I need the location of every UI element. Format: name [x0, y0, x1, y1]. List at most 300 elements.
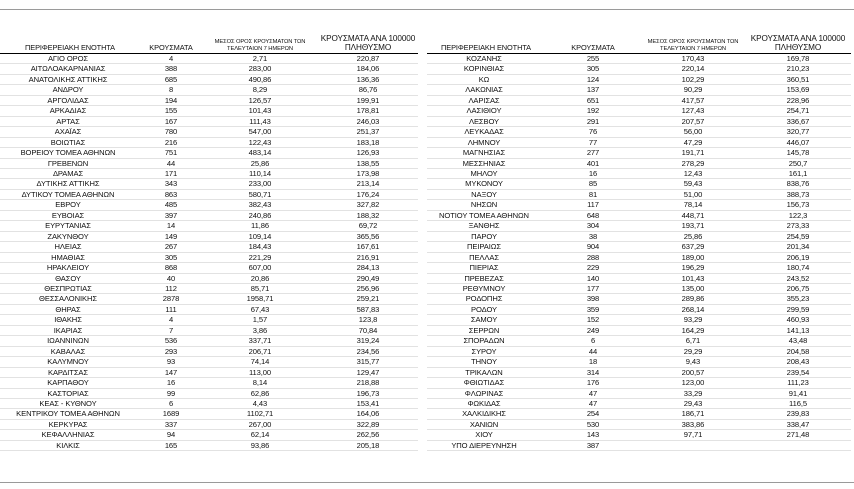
region-cell: ΚΕΦΑΛΛΗΝΙΑΣ [0, 430, 140, 440]
avg-7-days-cell: 383,86 [641, 419, 745, 429]
per-100k-cell: 220,87 [318, 54, 418, 64]
per-100k-cell: 70,84 [318, 325, 418, 335]
per-100k-cell: 136,36 [318, 74, 418, 84]
table-row [427, 263, 851, 273]
cases-cell: 16 [140, 378, 202, 388]
table-row [427, 127, 851, 137]
table-header-row [0, 26, 418, 54]
table-row [0, 231, 418, 241]
table-row [427, 283, 851, 293]
cases-cell: 229 [545, 263, 641, 273]
region-cell: ΑΡΓΟΛΙΔΑΣ [0, 95, 140, 105]
avg-7-days-cell: 382,43 [202, 200, 318, 210]
cases-cell: 304 [545, 221, 641, 231]
cases-cell: 81 [545, 189, 641, 199]
table-row [427, 325, 851, 335]
per-100k-cell: 208,43 [745, 357, 851, 367]
table-row [427, 74, 851, 84]
avg-7-days-cell: 111,43 [202, 116, 318, 126]
table-row [0, 409, 418, 419]
table-row [0, 346, 418, 356]
cases-cell: 293 [140, 346, 202, 356]
region-cell: ΑΓΙΟ ΟΡΟΣ [0, 54, 140, 64]
cases-cell: 401 [545, 158, 641, 168]
cases-cell: 77 [545, 137, 641, 147]
per-100k-cell: 156,73 [745, 200, 851, 210]
table-row [0, 398, 418, 408]
per-100k-cell: 138,55 [318, 158, 418, 168]
table-row [0, 378, 418, 388]
per-100k-cell: 315,77 [318, 357, 418, 367]
per-100k-cell: 169,78 [745, 54, 851, 64]
region-cell: ΧΑΝΙΩΝ [427, 419, 545, 429]
avg-7-days-cell: 547,00 [202, 127, 318, 137]
region-cell: ΔΥΤΙΚΗΣ ΑΤΤΙΚΗΣ [0, 179, 140, 189]
avg-7-days-cell: 33,29 [641, 388, 745, 398]
per-100k-cell: 360,51 [745, 74, 851, 84]
per-100k-cell: 218,88 [318, 378, 418, 388]
region-cell: ΧΙΟΥ [427, 430, 545, 440]
table-row [0, 294, 418, 304]
cases-cell: 47 [545, 398, 641, 408]
avg-7-days-cell: 56,00 [641, 127, 745, 137]
per-100k-cell: 336,67 [745, 116, 851, 126]
table-row [0, 85, 418, 95]
cases-cell: 192 [545, 106, 641, 116]
avg-7-days-cell: 607,00 [202, 263, 318, 273]
cases-cell: 751 [140, 148, 202, 158]
cases-cell: 16 [545, 168, 641, 178]
cases-table-left [0, 26, 418, 451]
per-100k-cell: 204,58 [745, 346, 851, 356]
header-per-100k: ΚΡΟΥΣΜΑΤΑ ΑΝΑ 100000 ΠΛΗΘΥΣΜΟ [318, 26, 418, 54]
table-row [427, 221, 851, 231]
region-cell: ΠΙΕΡΙΑΣ [427, 263, 545, 273]
per-100k-cell: 259,21 [318, 294, 418, 304]
region-cell: ΘΕΣΠΡΩΤΙΑΣ [0, 283, 140, 293]
per-100k-cell: 250,7 [745, 158, 851, 168]
per-100k-cell: 164,06 [318, 409, 418, 419]
avg-7-days-cell: 47,29 [641, 137, 745, 147]
region-cell: ΤΗΝΟΥ [427, 357, 545, 367]
avg-7-days-cell: 90,29 [641, 85, 745, 95]
cases-cell: 254 [545, 409, 641, 419]
table-row [427, 116, 851, 126]
avg-7-days-cell: 240,86 [202, 210, 318, 220]
per-100k-cell: 365,56 [318, 231, 418, 241]
per-100k-cell: 290,49 [318, 273, 418, 283]
cases-table-right [427, 26, 851, 451]
region-cell: ΣΠΟΡΑΔΩΝ [427, 336, 545, 346]
table-row [0, 325, 418, 335]
region-cell: ΞΑΝΘΗΣ [427, 221, 545, 231]
avg-7-days-cell: 6,71 [641, 336, 745, 346]
cases-cell: 112 [140, 283, 202, 293]
per-100k-cell: 210,23 [745, 64, 851, 74]
region-cell: ΛΑΚΩΝΙΑΣ [427, 85, 545, 95]
avg-7-days-cell: 93,86 [202, 440, 318, 450]
avg-7-days-cell: 109,14 [202, 231, 318, 241]
avg-7-days-cell: 207,57 [641, 116, 745, 126]
cases-cell: 536 [140, 336, 202, 346]
region-cell: ΣΑΜΟΥ [427, 315, 545, 325]
cases-cell: 149 [140, 231, 202, 241]
per-100k-cell: 206,19 [745, 252, 851, 262]
avg-7-days-cell: 189,00 [641, 252, 745, 262]
cases-cell: 485 [140, 200, 202, 210]
per-100k-cell [745, 440, 851, 450]
region-cell: ΜΕΣΣΗΝΙΑΣ [427, 158, 545, 168]
region-cell: ΙΚΑΡΙΑΣ [0, 325, 140, 335]
header-cases: ΚΡΟΥΣΜΑΤΑ [545, 26, 641, 54]
table-header-row [427, 26, 851, 54]
per-100k-cell: 206,75 [745, 283, 851, 293]
per-100k-cell: 299,59 [745, 304, 851, 314]
region-cell: ΡΟΔΟΥ [427, 304, 545, 314]
avg-7-days-cell: 101,43 [641, 273, 745, 283]
avg-7-days-cell: 221,29 [202, 252, 318, 262]
table-row [427, 179, 851, 189]
table-row [427, 231, 851, 241]
avg-7-days-cell: 78,14 [641, 200, 745, 210]
table-row [0, 388, 418, 398]
cases-cell: 143 [545, 430, 641, 440]
cases-cell: 93 [140, 357, 202, 367]
table-row [427, 409, 851, 419]
cases-cell: 267 [140, 242, 202, 252]
cases-cell: 76 [545, 127, 641, 137]
table-row [0, 64, 418, 74]
cases-cell: 85 [545, 179, 641, 189]
cases-cell: 6 [545, 336, 641, 346]
table-row [427, 336, 851, 346]
cases-cell: 167 [140, 116, 202, 126]
cases-cell: 530 [545, 419, 641, 429]
per-100k-cell: 251,37 [318, 127, 418, 137]
table-row [0, 148, 418, 158]
region-cell: ΣΕΡΡΩΝ [427, 325, 545, 335]
per-100k-cell: 239,83 [745, 409, 851, 419]
avg-7-days-cell: 233,00 [202, 179, 318, 189]
table-row [0, 336, 418, 346]
table-row [427, 54, 851, 64]
per-100k-cell: 126,93 [318, 148, 418, 158]
region-cell: ΚΑΡΠΑΘΟΥ [0, 378, 140, 388]
avg-7-days-cell: 191,71 [641, 148, 745, 158]
table-row [0, 116, 418, 126]
table-row [0, 210, 418, 220]
avg-7-days-cell: 97,71 [641, 430, 745, 440]
cases-cell: 194 [140, 95, 202, 105]
table-row [0, 127, 418, 137]
per-100k-cell: 319,24 [318, 336, 418, 346]
avg-7-days-cell: 29,43 [641, 398, 745, 408]
per-100k-cell: 446,07 [745, 137, 851, 147]
table-row [0, 106, 418, 116]
avg-7-days-cell: 8,29 [202, 85, 318, 95]
cases-cell: 137 [545, 85, 641, 95]
avg-7-days-cell: 102,29 [641, 74, 745, 84]
per-100k-cell: 145,78 [745, 148, 851, 158]
per-100k-cell: 256,96 [318, 283, 418, 293]
avg-7-days-cell: 67,43 [202, 304, 318, 314]
region-cell: ΚΟΡΙΝΘΙΑΣ [427, 64, 545, 74]
region-cell: ΘΗΡΑΣ [0, 304, 140, 314]
table-row [0, 54, 418, 64]
avg-7-days-cell: 110,14 [202, 168, 318, 178]
per-100k-cell: 161,1 [745, 168, 851, 178]
avg-7-days-cell: 278,29 [641, 158, 745, 168]
table-row [427, 367, 851, 377]
per-100k-cell: 246,03 [318, 116, 418, 126]
per-100k-cell: 216,91 [318, 252, 418, 262]
avg-7-days-cell: 184,43 [202, 242, 318, 252]
region-cell: ΗΛΕΙΑΣ [0, 242, 140, 252]
per-100k-cell: 69,72 [318, 221, 418, 231]
cases-cell: 177 [545, 283, 641, 293]
avg-7-days-cell: 1958,71 [202, 294, 318, 304]
avg-7-days-cell: 283,00 [202, 64, 318, 74]
cases-cell: 6 [140, 398, 202, 408]
table-row [0, 242, 418, 252]
cases-cell: 2878 [140, 294, 202, 304]
table-row [427, 388, 851, 398]
avg-7-days-cell: 74,14 [202, 357, 318, 367]
region-cell: ΚΕΑΣ - ΚΥΘΝΟΥ [0, 398, 140, 408]
cases-cell: 124 [545, 74, 641, 84]
cases-cell: 648 [545, 210, 641, 220]
per-100k-cell: 86,76 [318, 85, 418, 95]
cases-cell: 14 [140, 221, 202, 231]
region-cell: ΜΗΛΟΥ [427, 168, 545, 178]
cases-cell: 387 [545, 440, 641, 450]
table-row [427, 419, 851, 429]
avg-7-days-cell: 93,29 [641, 315, 745, 325]
table-row [0, 200, 418, 210]
per-100k-cell: 122,3 [745, 210, 851, 220]
per-100k-cell: 180,74 [745, 263, 851, 273]
per-100k-cell: 184,06 [318, 64, 418, 74]
avg-7-days-cell: 637,29 [641, 242, 745, 252]
region-cell: ΠΡΕΒΕΖΑΣ [427, 273, 545, 283]
cases-cell: 147 [140, 367, 202, 377]
top-rule [0, 9, 854, 10]
per-100k-cell: 284,13 [318, 263, 418, 273]
region-cell: ΙΩΑΝΝΙΝΩΝ [0, 336, 140, 346]
header-region: ΠΕΡΙΦΕΡΕΙΑΚΗ ΕΝΟΤΗΤΑ [0, 26, 140, 54]
table-row [0, 95, 418, 105]
avg-7-days-cell: 113,00 [202, 367, 318, 377]
cases-cell: 4 [140, 54, 202, 64]
cases-cell: 176 [545, 378, 641, 388]
table-row [427, 273, 851, 283]
per-100k-cell: 254,59 [745, 231, 851, 241]
avg-7-days-cell: 267,00 [202, 419, 318, 429]
region-cell: ΝΟΤΙΟΥ ΤΟΜΕΑ ΑΘΗΝΩΝ [427, 210, 545, 220]
region-cell: ΛΕΣΒΟΥ [427, 116, 545, 126]
avg-7-days-cell: 164,29 [641, 325, 745, 335]
cases-cell: 152 [545, 315, 641, 325]
avg-7-days-cell: 448,71 [641, 210, 745, 220]
region-cell: ΛΑΣΙΘΙΟΥ [427, 106, 545, 116]
per-100k-cell: 91,41 [745, 388, 851, 398]
table-row [0, 304, 418, 314]
region-cell: ΑΝΔΡΟΥ [0, 85, 140, 95]
per-100k-cell: 228,96 [745, 95, 851, 105]
per-100k-cell: 273,33 [745, 221, 851, 231]
per-100k-cell: 327,82 [318, 200, 418, 210]
region-cell: ΣΥΡΟΥ [427, 346, 545, 356]
region-cell: ΒΟΙΩΤΙΑΣ [0, 137, 140, 147]
region-cell: ΜΑΓΝΗΣΙΑΣ [427, 148, 545, 158]
region-cell: ΝΑΞΟΥ [427, 189, 545, 199]
per-100k-cell: 271,48 [745, 430, 851, 440]
avg-7-days-cell: 127,43 [641, 106, 745, 116]
avg-7-days-cell: 135,00 [641, 283, 745, 293]
per-100k-cell: 262,56 [318, 430, 418, 440]
region-cell: ΑΡΚΑΔΙΑΣ [0, 106, 140, 116]
table-row [427, 398, 851, 408]
avg-7-days-cell: 1,57 [202, 315, 318, 325]
region-cell: ΦΛΩΡΙΝΑΣ [427, 388, 545, 398]
cases-cell: 305 [545, 64, 641, 74]
cases-cell: 398 [545, 294, 641, 304]
table-row [427, 168, 851, 178]
avg-7-days-cell: 1102,71 [202, 409, 318, 419]
table-row [0, 419, 418, 429]
avg-7-days-cell: 25,86 [202, 158, 318, 168]
region-cell: ΗΜΑΘΙΑΣ [0, 252, 140, 262]
cases-cell: 94 [140, 430, 202, 440]
region-cell: ΦΘΙΩΤΙΔΑΣ [427, 378, 545, 388]
table-row [427, 252, 851, 262]
header-avg-7-days: ΜΕΣΟΣ ΟΡΟΣ ΚΡΟΥΣΜΑΤΩΝ ΤΩΝ ΤΕΛΕΥΤΑΙΩΝ 7 ΗΜΕΡΩΝ [202, 26, 318, 54]
region-cell: ΚΟΖΑΝΗΣ [427, 54, 545, 64]
avg-7-days-cell: 483,14 [202, 148, 318, 158]
region-cell: ΑΙΤΩΛΟΑΚΑΡΝΑΝΙΑΣ [0, 64, 140, 74]
table-row [0, 263, 418, 273]
avg-7-days-cell: 268,14 [641, 304, 745, 314]
avg-7-days-cell: 200,57 [641, 367, 745, 377]
table-row [427, 430, 851, 440]
avg-7-days-cell: 62,86 [202, 388, 318, 398]
table-row [0, 252, 418, 262]
per-100k-cell: 838,76 [745, 179, 851, 189]
cases-cell: 685 [140, 74, 202, 84]
cases-cell: 155 [140, 106, 202, 116]
per-100k-cell: 201,34 [745, 242, 851, 252]
table-row [0, 137, 418, 147]
region-cell: ΝΗΣΩΝ [427, 200, 545, 210]
cases-cell: 40 [140, 273, 202, 283]
table-row [427, 95, 851, 105]
region-cell: ΧΑΛΚΙΔΙΚΗΣ [427, 409, 545, 419]
avg-7-days-cell: 170,43 [641, 54, 745, 64]
cases-cell: 388 [140, 64, 202, 74]
region-cell: ΑΧΑΪΑΣ [0, 127, 140, 137]
avg-7-days-cell: 193,71 [641, 221, 745, 231]
cases-cell: 305 [140, 252, 202, 262]
per-100k-cell: 188,32 [318, 210, 418, 220]
cases-cell: 44 [140, 158, 202, 168]
avg-7-days-cell: 62,14 [202, 430, 318, 440]
per-100k-cell: 43,48 [745, 336, 851, 346]
table-row [0, 430, 418, 440]
avg-7-days-cell [641, 440, 745, 450]
cases-cell: 8 [140, 85, 202, 95]
cases-cell: 99 [140, 388, 202, 398]
cases-cell: 117 [545, 200, 641, 210]
per-100k-cell: 111,23 [745, 378, 851, 388]
per-100k-cell: 322,89 [318, 419, 418, 429]
region-cell: ΡΟΔΟΠΗΣ [427, 294, 545, 304]
header-per-100k: ΚΡΟΥΣΜΑΤΑ ΑΝΑ 100000 ΠΛΗΘΥΣΜΟ [745, 26, 851, 54]
cases-cell: 314 [545, 367, 641, 377]
per-100k-cell: 338,47 [745, 419, 851, 429]
region-cell: ΘΕΣΣΑΛΟΝΙΚΗΣ [0, 294, 140, 304]
avg-7-days-cell: 220,14 [641, 64, 745, 74]
avg-7-days-cell: 206,71 [202, 346, 318, 356]
avg-7-days-cell: 186,71 [641, 409, 745, 419]
region-cell: ΚΑΛΥΜΝΟΥ [0, 357, 140, 367]
table-row [0, 179, 418, 189]
cases-cell: 397 [140, 210, 202, 220]
table-row [427, 210, 851, 220]
avg-7-days-cell: 196,29 [641, 263, 745, 273]
region-cell: ΤΡΙΚΑΛΩΝ [427, 367, 545, 377]
region-cell: ΚΕΡΚΥΡΑΣ [0, 419, 140, 429]
cases-cell: 288 [545, 252, 641, 262]
cases-cell: 7 [140, 325, 202, 335]
avg-7-days-cell: 20,86 [202, 273, 318, 283]
cases-cell: 780 [140, 127, 202, 137]
cases-cell: 291 [545, 116, 641, 126]
region-cell: ΔΥΤΙΚΟΥ ΤΟΜΕΑ ΑΘΗΝΩΝ [0, 189, 140, 199]
table-row [427, 85, 851, 95]
header-avg-7-days: ΜΕΣΟΣ ΟΡΟΣ ΚΡΟΥΣΜΑΤΩΝ ΤΩΝ ΤΕΛΕΥΤΑΙΩΝ 7 ΗΜΕΡΩΝ [641, 26, 745, 54]
cases-cell: 904 [545, 242, 641, 252]
region-cell: ΚΩ [427, 74, 545, 84]
table-row [0, 189, 418, 199]
table-row [0, 315, 418, 325]
per-100k-cell: 388,73 [745, 189, 851, 199]
cases-cell: 38 [545, 231, 641, 241]
region-cell: ΚΑΡΔΙΤΣΑΣ [0, 367, 140, 377]
table-row [427, 242, 851, 252]
table-row [427, 137, 851, 147]
per-100k-cell: 153,69 [745, 85, 851, 95]
avg-7-days-cell: 490,86 [202, 74, 318, 84]
region-cell: ΚΑΒΑΛΑΣ [0, 346, 140, 356]
per-100k-cell: 178,81 [318, 106, 418, 116]
region-cell: ΚΑΣΤΟΡΙΑΣ [0, 388, 140, 398]
table-row [427, 357, 851, 367]
table-row [0, 74, 418, 84]
avg-7-days-cell: 417,57 [641, 95, 745, 105]
per-100k-cell: 234,56 [318, 346, 418, 356]
per-100k-cell: 129,47 [318, 367, 418, 377]
cases-cell: 343 [140, 179, 202, 189]
table-row [427, 106, 851, 116]
avg-7-days-cell: 123,00 [641, 378, 745, 388]
region-cell: ΡΕΘΥΜΝΟΥ [427, 283, 545, 293]
cases-cell: 18 [545, 357, 641, 367]
region-cell: ΠΕΛΛΑΣ [427, 252, 545, 262]
table-row [427, 440, 851, 450]
region-cell: ΚΕΝΤΡΙΚΟΥ ΤΟΜΕΑ ΑΘΗΝΩΝ [0, 409, 140, 419]
table-row [0, 367, 418, 377]
cases-cell: 111 [140, 304, 202, 314]
